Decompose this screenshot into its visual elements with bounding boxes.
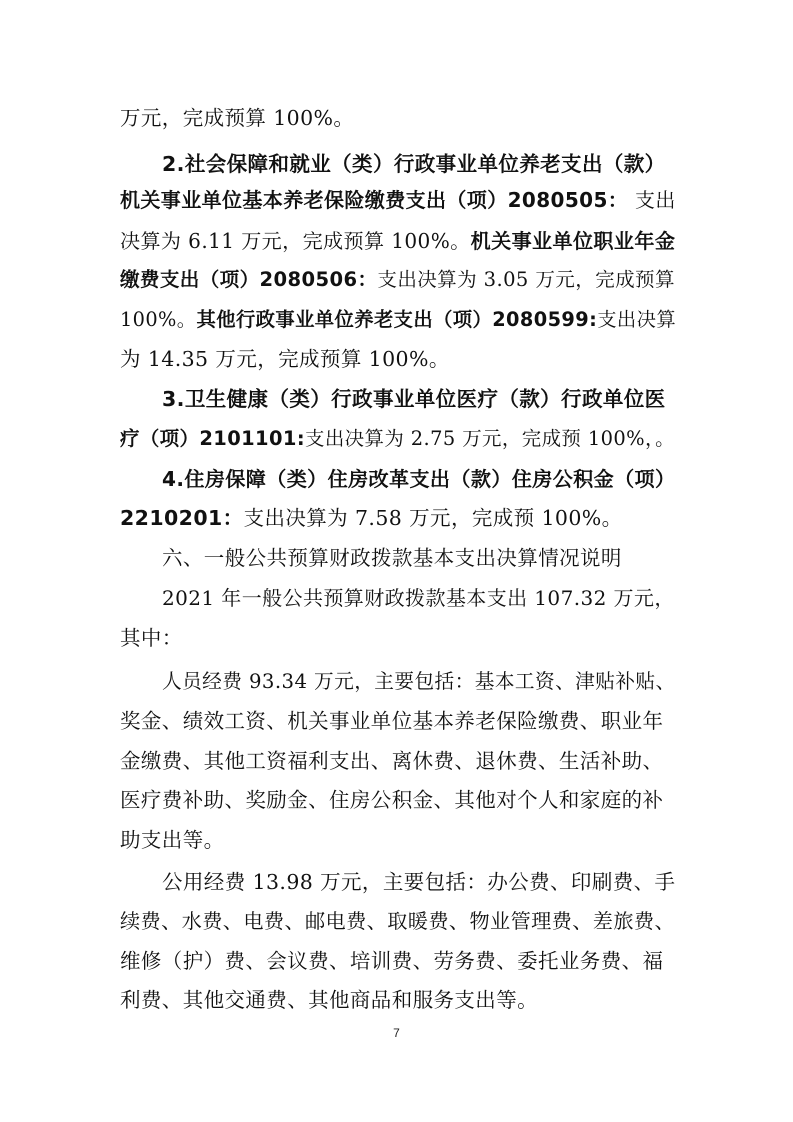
- text-line: [162, 584, 675, 612]
- text-segment: 万元，完成预算 100%。: [120, 106, 355, 130]
- text-segment: 决算为 6.11 万元，完成预算 100%。: [120, 229, 471, 253]
- bold-text-segment: 3.卫生健康（类）行政事业单位医疗（款）行政单位医: [162, 387, 666, 411]
- text-segment: 续费、水费、电费、邮电费、取暖费、物业管理费、差旅费、: [120, 909, 676, 933]
- text-line: [120, 266, 675, 294]
- text-line: [162, 668, 676, 696]
- text-line: [120, 186, 676, 214]
- text-line: [120, 504, 623, 532]
- text-line: [120, 104, 354, 132]
- text-line: [120, 624, 183, 652]
- text-segment: 医疗费补助、奖励金、住房公积金、其他对个人和家庭的补: [120, 788, 664, 812]
- text-segment: 支出决算: [597, 308, 677, 331]
- text-segment: 支出决算为 2.75 万元，完成预 100%，。: [305, 427, 675, 450]
- text-segment: 利费、其他交通费、其他商品和服务支出等。: [120, 988, 538, 1012]
- text-line: [120, 907, 675, 935]
- bold-text-segment: 4.住房保障（类）住房改革支出（款）住房公积金（项）: [162, 467, 676, 491]
- text-line: [120, 425, 675, 453]
- text-segment: 支出决算为 3.05 万元，完成预算: [377, 268, 675, 291]
- text-segment: 奖金、绩效工资、机关事业单位基本养老保险缴费、职业年: [120, 709, 664, 733]
- text-line: [120, 747, 663, 775]
- text-segment: 金缴费、其他工资福利支出、离休费、退休费、生活补助、: [120, 749, 664, 773]
- bold-text-segment: 其他行政事业单位养老支出（项）2080599:: [196, 308, 598, 331]
- bold-text-segment: 缴费支出（项）2080506：: [120, 268, 378, 291]
- text-segment: 支出决算为 7.58 万元，完成预 100%。: [243, 506, 623, 530]
- text-segment: 为 14.35 万元，完成预算 100%。: [120, 347, 450, 371]
- text-segment: 人员经费 93.34 万元，主要包括：基本工资、津贴补贴、: [162, 670, 676, 693]
- text-line: [162, 868, 675, 896]
- text-segment: 100%。: [120, 308, 197, 331]
- text-line: [120, 947, 663, 975]
- text-segment: 公用经费 13.98 万元，主要包括：办公费、印刷费、手: [162, 870, 676, 894]
- text-line: [120, 986, 538, 1014]
- text-line: [120, 786, 663, 814]
- bold-text-segment: 2.社会保障和就业（类）行政事业单位养老支出（款）: [162, 152, 666, 176]
- bold-text-segment: 2210201：: [120, 506, 244, 530]
- text-line: [162, 150, 666, 178]
- text-line: [120, 826, 225, 854]
- bold-text-segment: 疗（项）2101101:: [120, 427, 305, 450]
- text-line: [120, 707, 663, 735]
- text-line: [162, 385, 666, 413]
- text-line: [162, 465, 675, 493]
- bold-text-segment: 机关事业单位基本养老保险缴费支出（项）2080505：: [120, 188, 629, 212]
- section-heading: [162, 544, 622, 572]
- bold-text-segment: 机关事业单位职业年金: [470, 229, 676, 253]
- text-segment: 2021 年一般公共预算财政拨款基本支出 107.32 万元，: [162, 586, 675, 610]
- text-line: [120, 345, 450, 373]
- heading-text: 六、一般公共预算财政拨款基本支出决算情况说明: [162, 546, 622, 570]
- text-segment: 维修（护）费、会议费、培训费、劳务费、委托业务费、福: [120, 949, 664, 973]
- text-line: [120, 306, 676, 334]
- page-number: 7: [393, 1026, 400, 1040]
- text-segment: 助支出等。: [120, 828, 225, 852]
- text-segment: 支出: [628, 188, 676, 212]
- text-segment: 其中：: [120, 626, 183, 650]
- text-line: [120, 227, 675, 255]
